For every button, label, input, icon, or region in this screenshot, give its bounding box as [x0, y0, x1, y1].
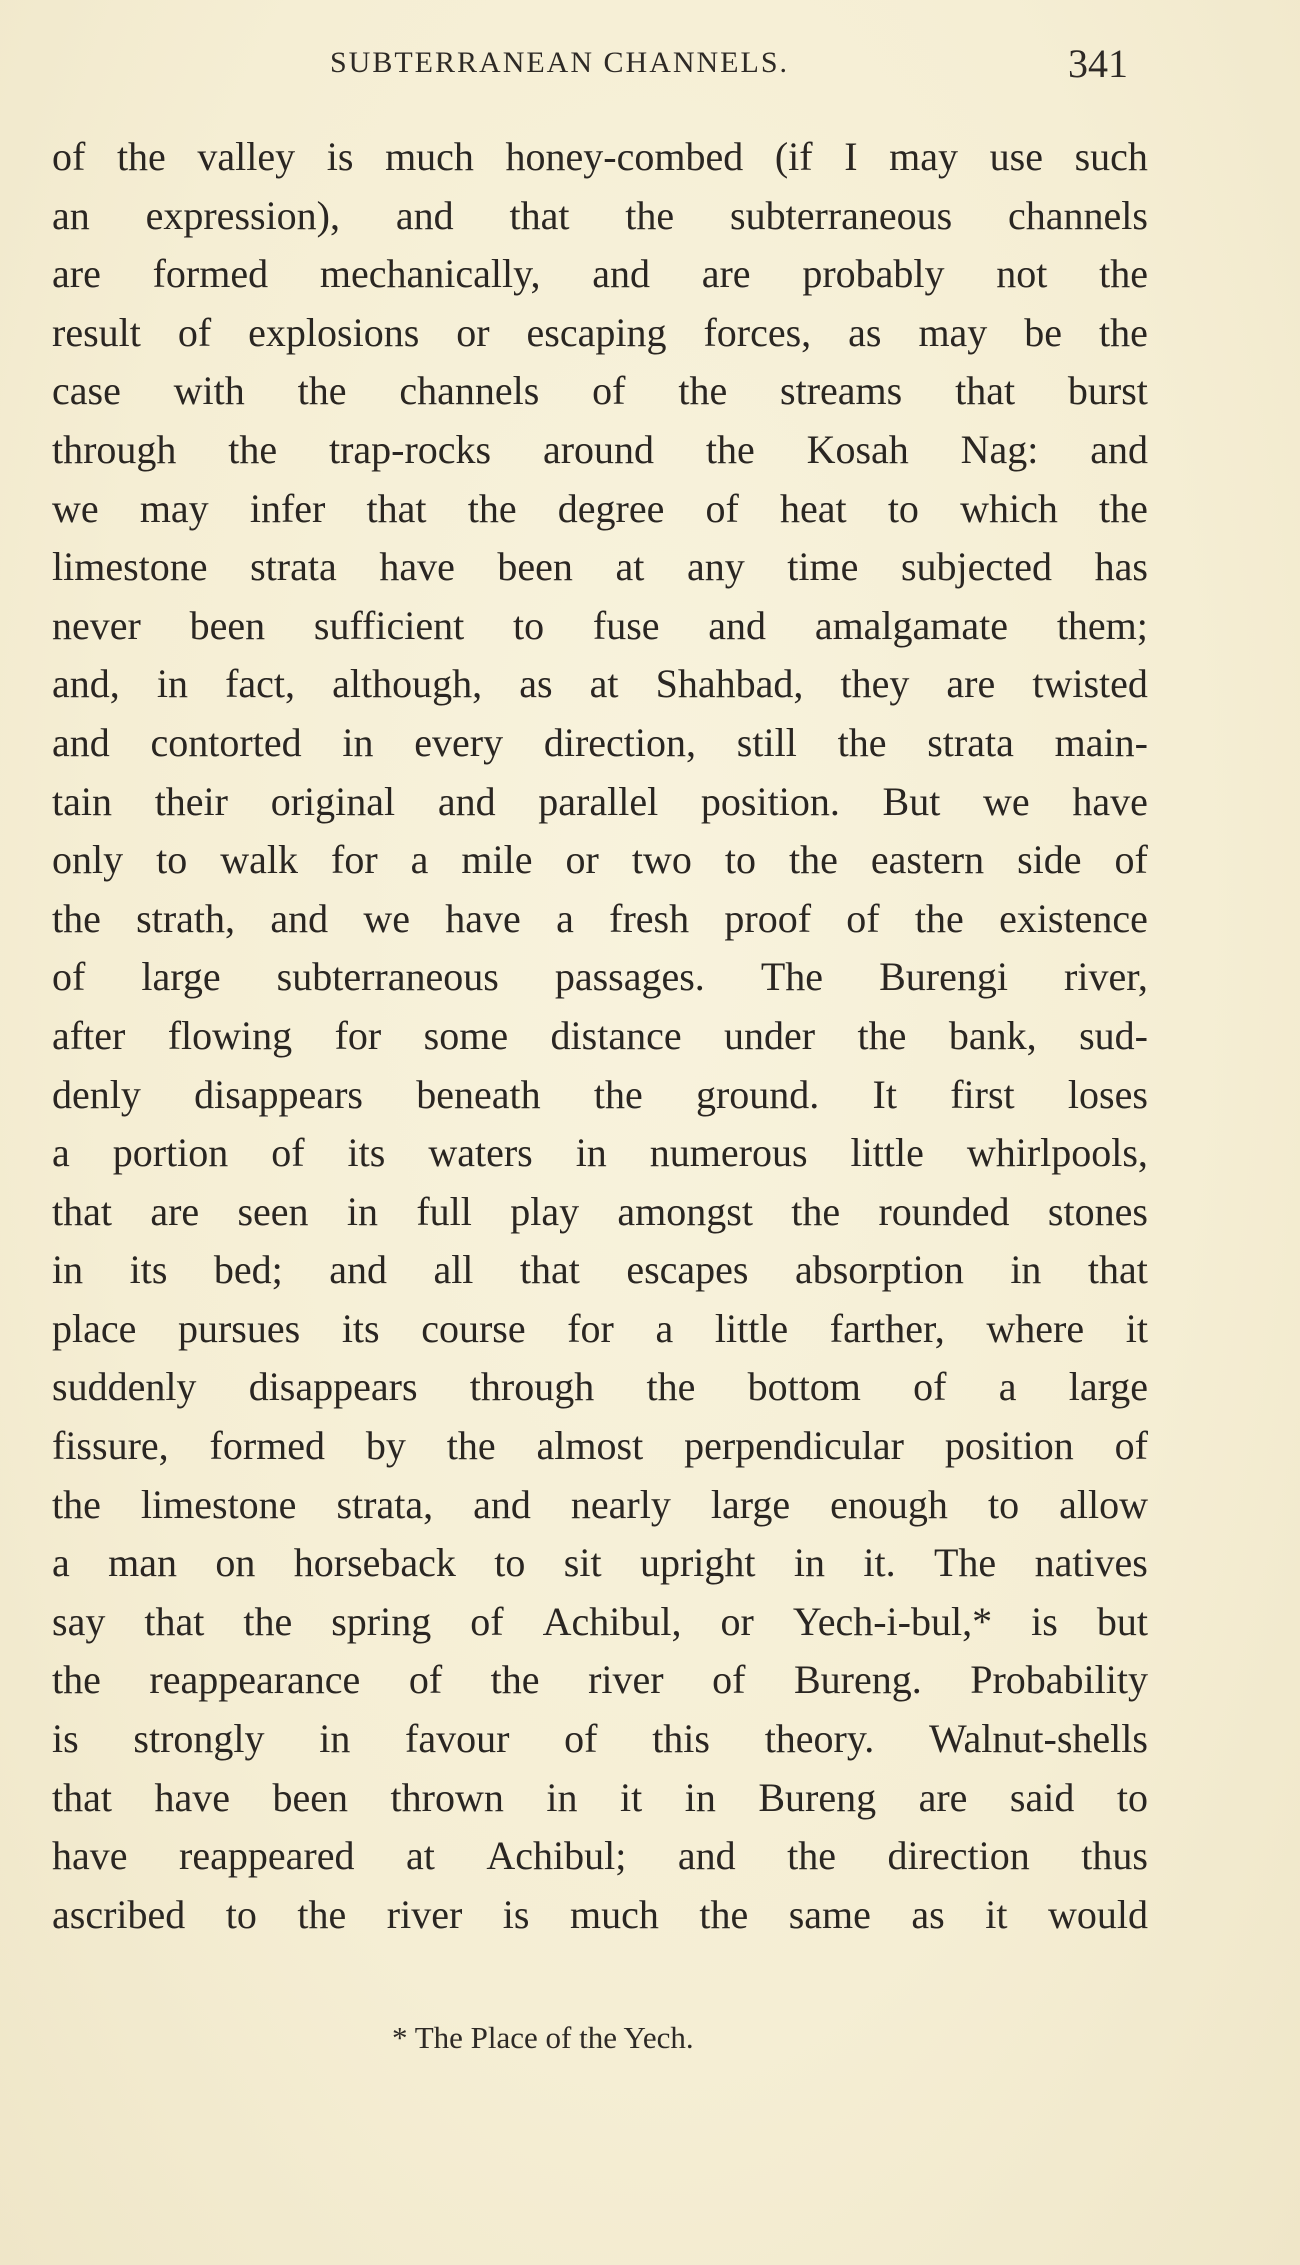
text-line: have reappeared at Achibul; and the direction thus — [52, 1833, 1148, 1879]
text-line: ascribed to the river is much the same as it would — [52, 1891, 1148, 1937]
text-line: result of explosions or escaping forces, as may be the — [52, 309, 1148, 355]
text-line: are formed mechanically, and are probably not the — [52, 251, 1148, 297]
footnote: * The Place of the Yech. — [392, 2020, 694, 2055]
text-line: and, in fact, although, as at Shahbad, they are twisted — [52, 661, 1148, 707]
text-line: the strath, and we have a fresh proof of the existence — [52, 895, 1148, 941]
text-line: in its bed; and all that escapes absorption in that — [52, 1247, 1148, 1293]
page-number: 341 — [1068, 41, 1128, 86]
text-line: and contorted in every direction, still the strata main- — [52, 719, 1148, 765]
text-line: limestone strata have been at any time subjected has — [52, 544, 1148, 590]
text-line: the limestone strata, and nearly large enough to allow — [52, 1481, 1148, 1527]
text-line: that are seen in full play amongst the rounded stones — [52, 1188, 1148, 1234]
text-line: an expression), and that the subterraneous channels — [52, 192, 1148, 238]
text-line: of the valley is much honey-combed (if I may use such — [52, 134, 1148, 179]
text-line: denly disappears beneath the ground. It first loses — [52, 1071, 1148, 1117]
text-line: only to walk for a mile or two to the eastern side of — [52, 837, 1148, 883]
text-line: a portion of its waters in numerous little whirlpools, — [52, 1130, 1148, 1176]
text-line: is strongly in favour of this theory. Walnut-shells — [52, 1716, 1148, 1762]
text-line: we may infer that the degree of heat to which the — [52, 485, 1148, 531]
text-line: through the trap-rocks around the Kosah Nag: and — [52, 426, 1148, 472]
text-line: that have been thrown in it in Bureng are said to — [52, 1774, 1148, 1820]
text-line: after flowing for some distance under the bank, sud- — [52, 1012, 1148, 1058]
text-line: of large subterraneous passages. The Burengi river, — [52, 954, 1148, 1000]
text-line: never been sufficient to fuse and amalgamate them; — [52, 602, 1148, 648]
running-head: SUBTERRANEAN CHANNELS. — [330, 46, 790, 79]
body-text — [52, 128, 1148, 1944]
text-line: place pursues its course for a little farther, where it — [52, 1305, 1148, 1351]
text-line: case with the channels of the streams that burst — [52, 368, 1148, 414]
text-line: fissure, formed by the almost perpendicular position of — [52, 1423, 1148, 1469]
text-line: tain their original and parallel position. But we have — [52, 778, 1148, 824]
text-line: a man on horseback to sit upright in it. The natives — [52, 1540, 1148, 1586]
text-line: the reappearance of the river of Bureng. Probability — [52, 1657, 1148, 1703]
text-line: suddenly disappears through the bottom of a large — [52, 1364, 1148, 1410]
text-line: say that the spring of Achibul, or Yech-i-bul,* is but — [52, 1598, 1148, 1644]
